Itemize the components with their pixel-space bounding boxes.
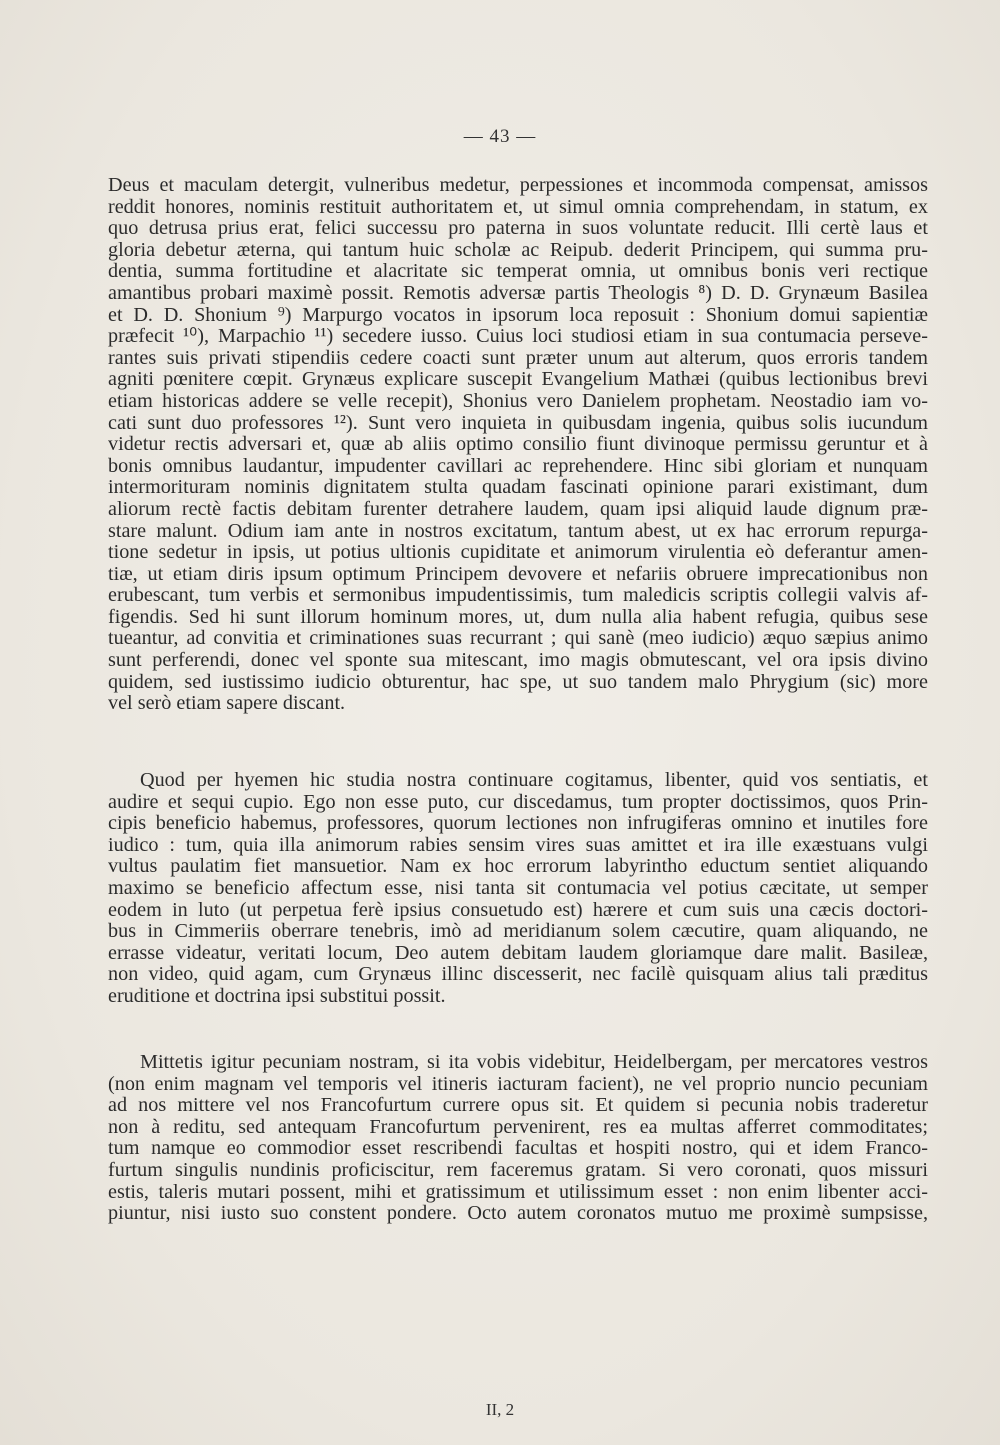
text-line: bonis omnibus laudantur, impudenter cavillari ac reprehendere. Hinc sibi gloriam et nunquam [108,454,928,477]
text-line: (non enim magnam vel temporis vel itineris iacturam facient), ne vel proprio nuncio pecuniam [108,1072,928,1095]
text-line: errasse videatur, veritati locum, Deo autem debitam laudem gloriamque dare malit. Basileæ, [108,941,928,964]
paragraph-1 [108,175,928,715]
text-line: aliorum rectè factis debitam furenter detrahere laudem, quam ipsi aliquid laude dignum præ- [108,497,928,520]
text-line: ad nos mittere vel nos Francofurtum currere opus sit. Et quidem si pecunia nobis traderetur [108,1094,928,1117]
text-line: estis, taleris mutari possent, mihi et gratissimum et utilissimum esset : non enim libenter acci- [108,1180,928,1203]
text-line: amantibus probari maximè possit. Remotis adversæ partis Theologis ⁸) D. D. Grynæum Basilea [108,281,928,304]
text-line: intermorituram nominis dignitatem stulta quadam fascinati opinione parari existimant, dum [108,476,928,499]
text-line: tueantur, ad convitia et criminationes suas recurrant ; qui sanè (meo iudicio) æquo sæpius animo [108,627,928,650]
text-line: etiam historicas addere se velle recepit), Shonius vero Danielem prophetam. Neostadio iam vo- [108,389,928,412]
page-number: — 43 — [463,126,537,147]
text-line: erubescant, tum verbis et sermonibus impudentissimis, tum maledicis scriptis collegii valvis af- [108,584,928,607]
text-line: dentia, summa fortitudine et alacritate sic temperat omnia, ut omnibus bonis veri rectique [108,260,928,283]
text-line: figendis. Sed hi sunt illorum hominum mores, ut, dum nulla alia habent refugia, quibus sese [108,605,928,628]
text-line: agniti pœnitere cœpit. Grynæus explicare suscepit Evangelium Mathæi (quibus lectionibus brevi [108,368,928,391]
text-line: eruditione et doctrina ipsi substitui possit. [108,984,446,1007]
text-line: furtum singulis nundinis proficiscitur, rem faceremus gratam. Si vero coronati, quos missuri [108,1158,928,1181]
text-line: non à reditu, sed antequam Francofurtum pervenirent, res ea multas afferret commoditates; [108,1115,928,1138]
text-line: vel serò etiam sapere discant. [108,692,346,715]
text-line: rantes suis privati stipendiis cedere coacti sunt præter unum aut alterum, quos erroris tandem [108,346,928,369]
text-line: cati sunt duo professores ¹²). Sunt vero inquieta in quibusdam ingenia, quibus solis iucundum [108,411,928,434]
paragraph-2 [108,770,928,1008]
text-line: Mittetis igitur pecuniam nostram, si ita vobis videbitur, Heidelbergam, per mercatores vestros [140,1051,928,1073]
text-line: tione sedetur in ipsis, ut potius ultionis cupiditate et animorum virulentia eò deferantur amen- [108,541,928,564]
text-line: tum namque eo commodior esset rescribendi facultas et hospiti nostro, qui et idem Franco- [108,1137,928,1160]
text-line: gloria debetur æterna, qui tantum huic scholæ ac Reipub. dederit Principem, qui summa pru- [108,238,928,261]
text-line: et D. D. Shonium ⁹) Marpurgo vocatos in ipsorum loca reposuit : Shonium domui sapientiæ [108,303,928,326]
text-line: bus in Cimmeriis oberrare tenebris, imò ad meridianum solem cæcutire, quam aliquando, ne [108,920,928,943]
text-line: quidem, sed iustissimo iudicio obturentur, hac spe, ut suo tandem malo Phrygium (sic) more [108,670,928,693]
text-line: iudico : tum, quia illa animorum rabies sensim vires suas amittet et ira ille exæstuans vulgi [108,833,928,856]
paragraph-3 [108,1052,928,1225]
text-line: non video, quid agam, cum Grynæus illinc discesserit, nec facilè quisquam alius tali præditus [108,963,928,986]
text-line: Quod per hyemen hic studia nostra continuare cogitamus, libenter, quid vos sentiatis, et [140,769,928,791]
text-line: stare malunt. Odium iam ante in nostros excitatum, tantum abest, ut ex hac errorum repurga- [108,519,928,542]
signature-mark: II, 2 [485,1400,515,1419]
text-line: sunt perferendi, donec vel sponte sua mitescant, imo magis obmutescant, vel ora ipsis divino [108,649,928,672]
text-line: reddit honores, nominis restituit authoritatem et, ut simul omnia comprehendam, in statum, ex [108,195,928,218]
text-line: tiæ, ut etiam diris ipsum optimum Principem devovere et nefariis obruere imprecationibus non [108,562,928,585]
text-line: Deus et maculam detergit, vulneribus medetur, perpessiones et incommoda compensat, amissos [108,174,928,196]
text-line: maximo se beneficio affectum esse, nisi tanta sit contumacia vel potius cæcitate, ut semper [108,876,928,899]
text-line: quo detrusa prius erat, felici successu pro paterna in suos voluntate reducit. Illi certè laus et [108,217,928,240]
text-line: vultus paulatim fiet mansuetior. Nam ex hoc errorum labyrintho eductum sentiet aliquando [108,855,928,878]
text-line: piuntur, nisi iusto suo constent pondere. Octo autem coronatos mutuo me proximè sumpsisse, [108,1202,928,1225]
text-line: cipis beneficio habemus, professores, quorum lectiones non infrugiferas omnino et inutiles fore [108,812,928,835]
text-line: præfecit ¹⁰), Marpachio ¹¹) secedere iusso. Cuius loci studiosi etiam in sua contumacia perseve- [108,325,928,348]
text-line: audire et sequi cupio. Ego non esse puto, cur discedamus, tum propter doctissimos, quos Prin- [108,790,928,813]
text-line: videtur rectis adversari et, quæ ab aliis optimo consilio fiunt divinoque permissu geruntur et à [108,433,928,456]
text-line: eodem in luto (ut perpetua ferè ipsius consuetudo est) hærere et cum suis una cæcis doctori- [108,898,928,921]
